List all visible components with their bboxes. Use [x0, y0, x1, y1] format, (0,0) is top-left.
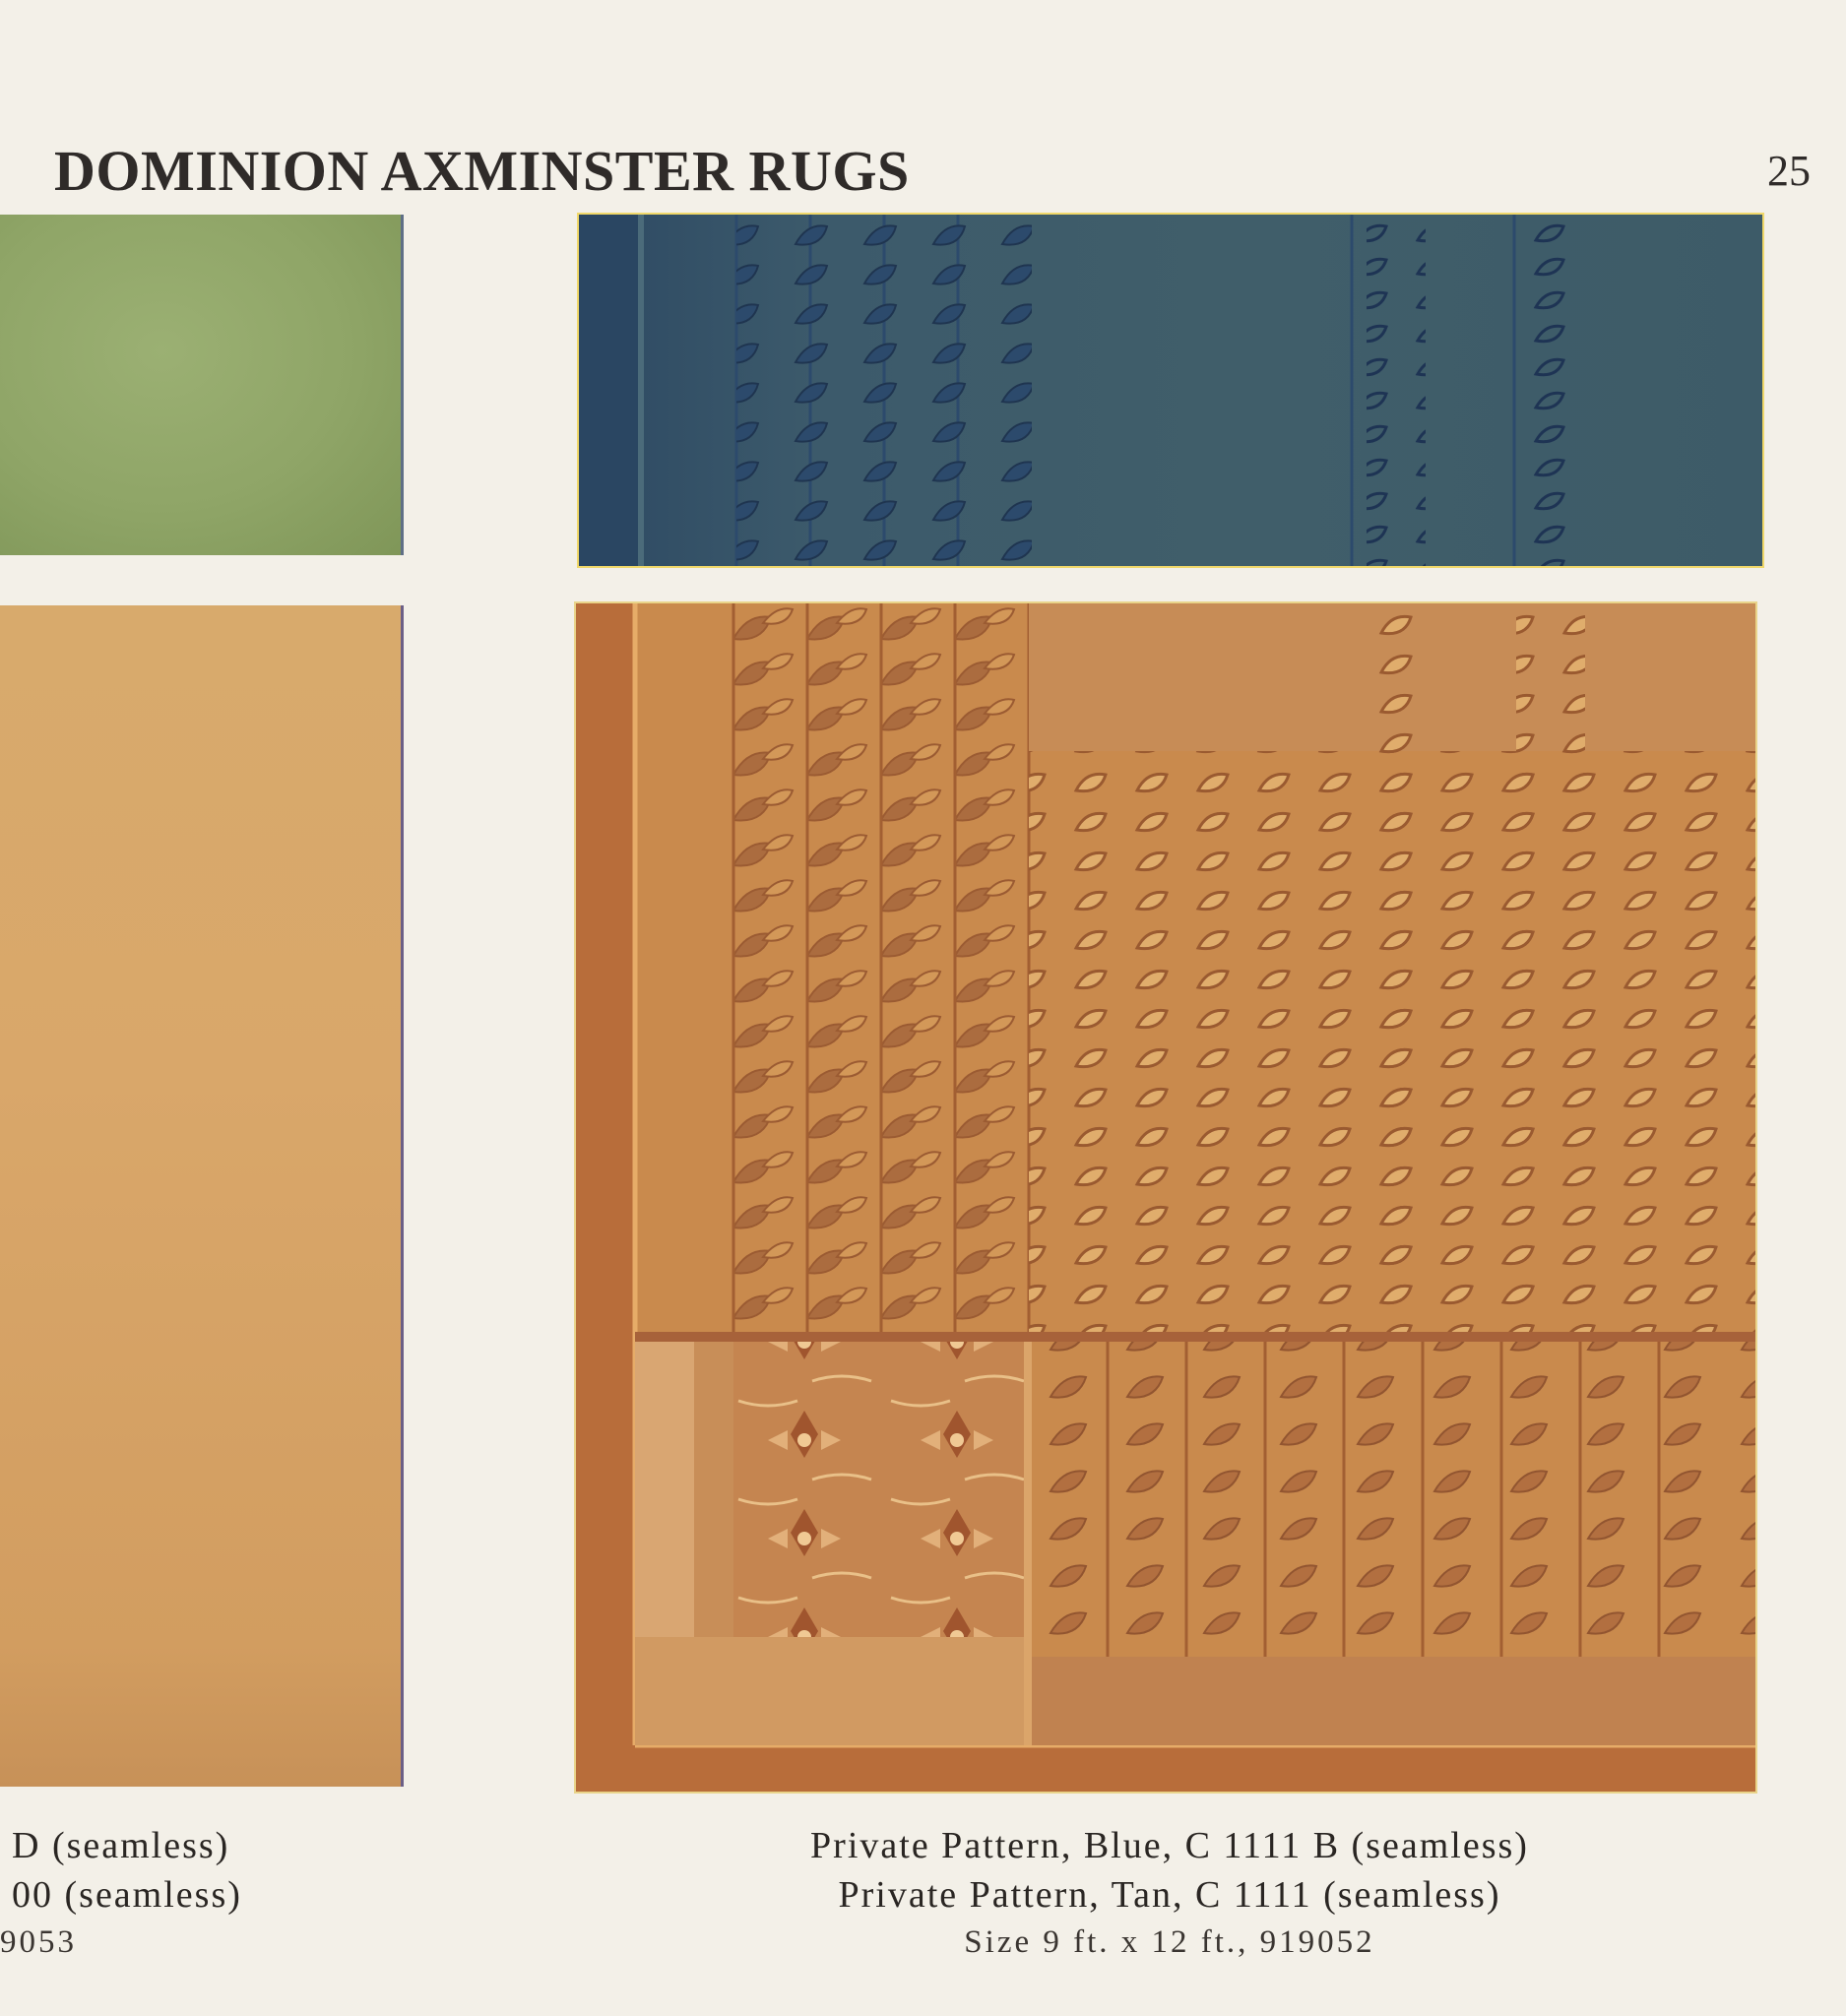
right-caption-line-1: Private Pattern, Blue, C 1111 B (seamless) [810, 1825, 1529, 1866]
left-caption-line-2: 00 (seamless) [12, 1874, 242, 1916]
green-rug-swatch [0, 215, 404, 555]
tan-rug-swatch [0, 605, 404, 1787]
tan-rug-image [576, 603, 1755, 1792]
page-header: DOMINION AXMINSTER RUGS [54, 139, 910, 203]
page-number: 25 [1767, 147, 1811, 195]
right-caption-line-2: Private Pattern, Tan, C 1111 (seamless) [838, 1874, 1501, 1916]
left-caption-line-3: 9053 [0, 1924, 77, 1960]
blue-rug-image [579, 215, 1762, 566]
left-caption-line-1: D (seamless) [12, 1825, 230, 1866]
right-caption-line-3: Size 9 ft. x 12 ft., 919052 [964, 1924, 1375, 1960]
